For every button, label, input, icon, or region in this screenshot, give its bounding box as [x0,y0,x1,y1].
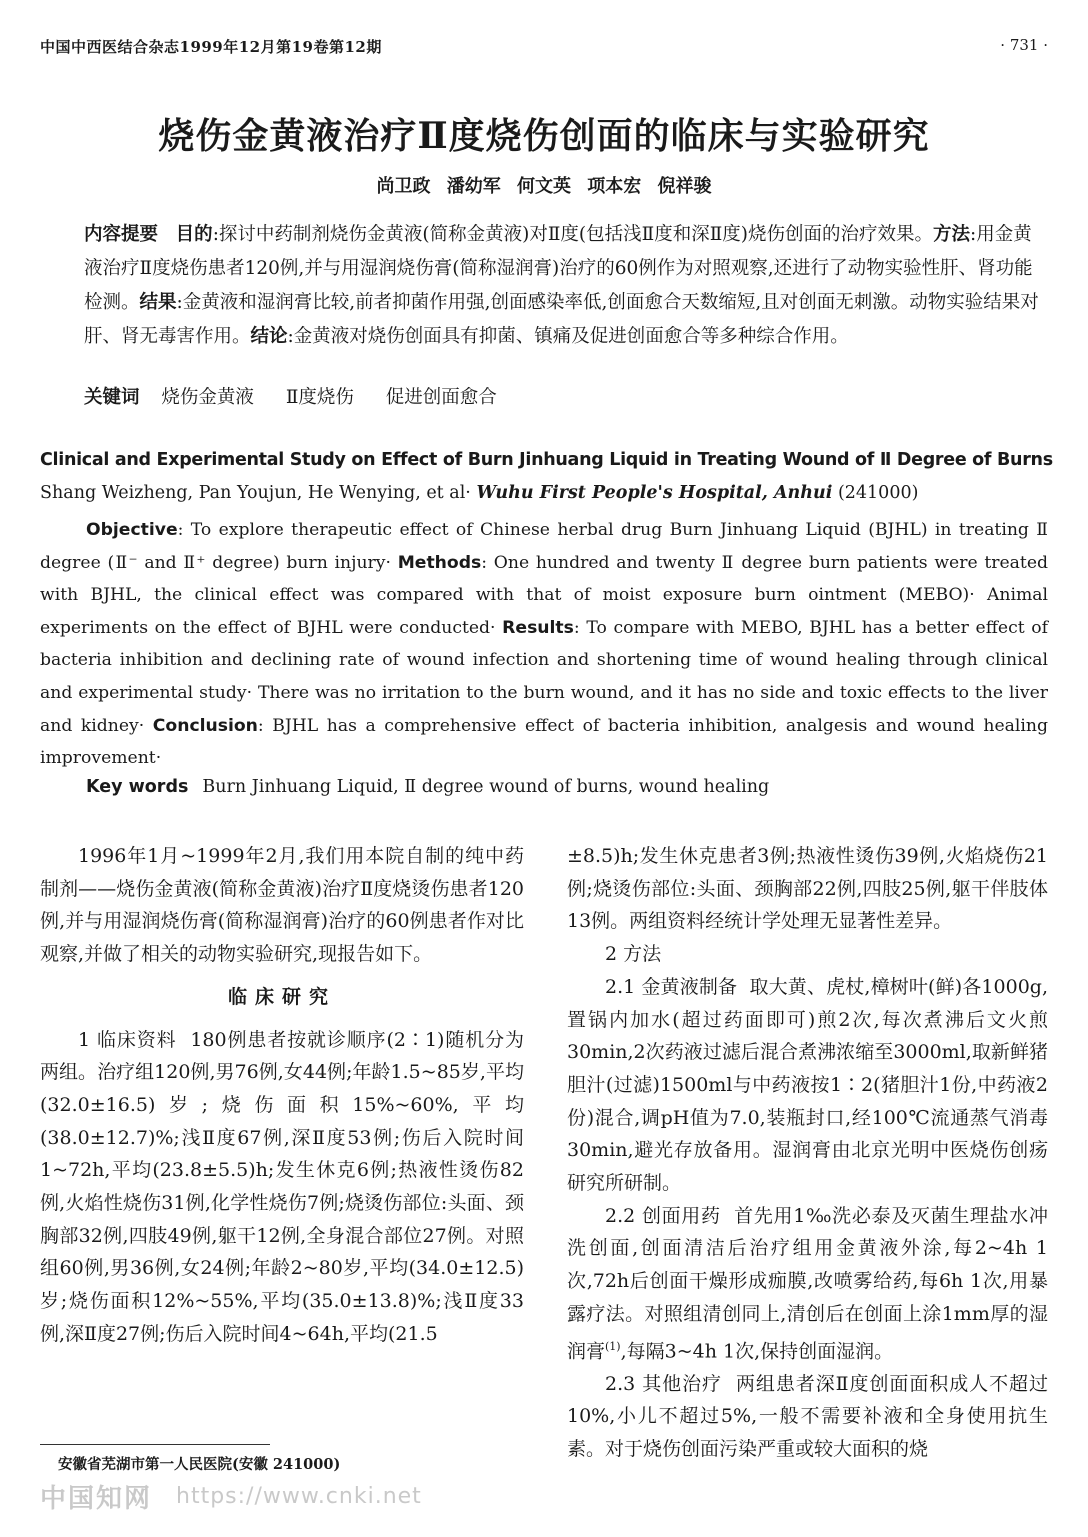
english-abstract [40,514,1048,775]
abstract-label: 内容提要 [84,224,159,245]
journal-header: 中国中西医结合杂志1999年12月第19卷第12期 [40,38,382,56]
conclusion-label: 结论 [250,326,288,347]
s23-paragraph [567,1368,1048,1466]
en-conclusion-text: : BJHL has a comprehensive effect of bacteria inhibition, analgesis and wound healing improvement· [40,715,1048,769]
s21-heading: 2.1 金黄液制备 [605,975,738,998]
results-text: :金黄液和湿润膏比较,前者抑菌作用强,创面感染率低,创面愈合天数缩短,且对创面无刺激。动物实验结果对肝、肾无毒害作用。 [84,292,1039,347]
methods-text: :用金黄液治疗Ⅱ度烧伤患者120例,并与用湿润烧伤膏(简称湿润膏)治疗的60例作为对照观察,还进行了动物实验性肝、肾功能检测。 [84,224,1033,313]
s22-text: 首先用1‰洗必泰及灭菌生理盐水冲洗创面,创面清洁后治疗组用金黄液外涂,每2~4h 1次,72h后创面干燥形成痂膜,改喷雾给药,每6h 1次,用暴露疗法。对照组清创同上,清创后在创面上涂1mm厚的湿润膏 [567,1204,1048,1362]
objective-text: :探讨中药制剂烧伤金黄液(简称金黄液)对Ⅱ度(包括浅Ⅱ度和深Ⅱ度)烧伤创面的治疗效果。 [212,224,934,245]
s22-heading: 2.2 创面用药 [605,1204,721,1227]
english-keywords [86,777,769,797]
en-results-text: : To compare with MEBO, BJHL has a better effect of bacteria inhibition and declining rate of wound infection and shortening time of wound healing through clinical and experimental study· There was no irritation to the burn wound, and it has no side and toxic effects to the liver and kidney· [40,617,1048,736]
english-affiliation: Wuhu First People's Hospital, Anhui [476,483,833,503]
english-title: Clinical and Experimental Study on Effect of Burn Jinhuang Liquid in Treating Wound of Ⅱ Degree of Burns [40,450,1053,470]
chinese-abstract [84,218,1044,354]
s23-text: 两组患者深Ⅱ度创面面积成人不超过10%,小儿不超过5%,一般不需要补液和全身使用抗生素。对于烧伤创面污染严重或较大面积的烧 [567,1372,1048,1460]
objective-label: 目的 [175,224,213,245]
page-number: · 731 · [1000,36,1048,54]
clinical-data-paragraph [40,1024,524,1351]
section-heading-clinical: 临床研究 [227,985,336,1008]
s1-heading: 1 临床资料 [78,1028,177,1051]
keywords-label: 关键词 [84,387,140,408]
english-postcode: (241000) [832,483,919,503]
continued-paragraph: ±8.5)h;发生休克患者3例;热液性烫伤39例,火焰烧伤21例;烧烫伤部位:头面、颈胸部22例,四肢25例,躯干伴肢体13例。两组资料经统计学处理无显著性差异。 [567,845,1048,933]
keyword-term: Ⅱ度烧伤 [285,387,354,408]
cnki-watermark-logo: 中国知网 [40,1484,153,1514]
author-list: 尚卫政 潘幼军 何文英 项本宏 倪祥骏 [376,176,712,197]
english-authors [40,483,918,503]
article-title: 烧伤金黄液治疗Ⅱ度烧伤创面的临床与实验研究 [158,115,930,157]
affiliation-footnote: 安徽省芜湖市第一人民医院(安徽 241000) [58,1456,341,1473]
cnki-watermark-url: https://www.cnki.net [176,1484,422,1509]
s23-heading: 2.3 其他治疗 [605,1372,722,1395]
keyword-term: 促进创面愈合 [385,387,497,408]
en-objective-label: Objective [86,520,178,540]
en-conclusion-label: Conclusion [152,715,258,736]
conclusion-text: :金黄液对烧伤创面具有抑菌、镇痛及促进创面愈合等多种综合作用。 [287,326,849,347]
reference-marker: (1) [605,1339,621,1353]
en-objective-text: : To explore therapeutic effect of Chinese herbal drug Burn Jinhuang Liquid (BJHL) in treating Ⅱ degree (Ⅱ⁻ and Ⅱ⁺ degree) burn injury· [40,520,1048,573]
chinese-keywords [84,383,523,409]
en-methods-text: : One hundred and twenty Ⅱ degree burn patients were treated with BJHL, the clinical effect was compared with that of moist exposure burn ointment (MEBO)· Animal experiments on the effect of BJHL were conducted· [40,552,1048,638]
intro-paragraph: 1996年1月~1999年2月,我们用本院自制的纯中药制剂——烧伤金黄液(简称金黄液)治疗Ⅱ度烧烫伤患者120例,并与用湿润烧伤膏(简称湿润膏)治疗的60例患者作对比观察,并做了相关的动物实验研究,现报告如下。 [40,845,524,966]
footnote-rule [40,1444,270,1445]
keyword-term: 烧伤金黄液 [161,387,254,408]
english-author-names: Shang Weizheng, Pan Youjun, He Wenying, et al· [40,483,477,503]
en-results-label: Results [502,617,574,638]
body-column-right [567,840,1048,1466]
s2-heading: 2 方法 [605,943,662,966]
en-keywords-label: Key words [86,777,189,797]
s22-text-2: ,每隔3~4h 1次,保持创面湿润。 [620,1339,894,1362]
results-label: 结果 [139,292,177,313]
s22-paragraph [567,1200,1048,1368]
en-keywords-text: Burn Jinhuang Liquid, Ⅱ degree wound of burns, wound healing [202,777,770,797]
en-methods-label: Methods [397,552,482,573]
s21-paragraph [567,971,1048,1200]
s21-text: 取大黄、虎杖,樟树叶(鲜)各1000g,置锅内加水(超过药面即可)煎2次,每次煮沸后文火煎30min,2次药液过滤后混合煮沸浓缩至3000ml,取新鲜猪胆汁(过滤)1500ml与中药液按1∶2(猪胆汁1份,中药液2份)混合,调pH值为7.0,装瓶封口,经100℃流通蒸气消毒30min,避光存放备用。湿润膏由北京光明中医烧伤创疡研究所研制。 [567,975,1048,1195]
s1-text: 180例患者按就诊顺序(2∶1)随机分为两组。治疗组120例,男76例,女44例;年龄1.5~85岁,平均(32.0±16.5)岁;烧伤面积15%~60%,平均(38.0±12.7)%;浅Ⅱ度67例,深Ⅱ度53例;伤后入院时间1~72h,平均(23.8±5.5)h;发生休克6例;热液性烫伤82例,火焰性烧伤31例,化学性烧伤7例;烧烫伤部位:头面、颈胸部32例,四肢49例,躯干12例,全身混合部位27例。对照组60例,男36例,女24例;年龄2~80岁,平均(34.0±12.5)岁;烧伤面积12%~55%,平均(35.0±13.8)%;浅Ⅱ度33例,深Ⅱ度27例;伤后入院时间4~64h,平均(21.5 [40,1028,524,1345]
methods-label: 方法 [933,224,971,245]
body-column-left [40,840,524,1351]
